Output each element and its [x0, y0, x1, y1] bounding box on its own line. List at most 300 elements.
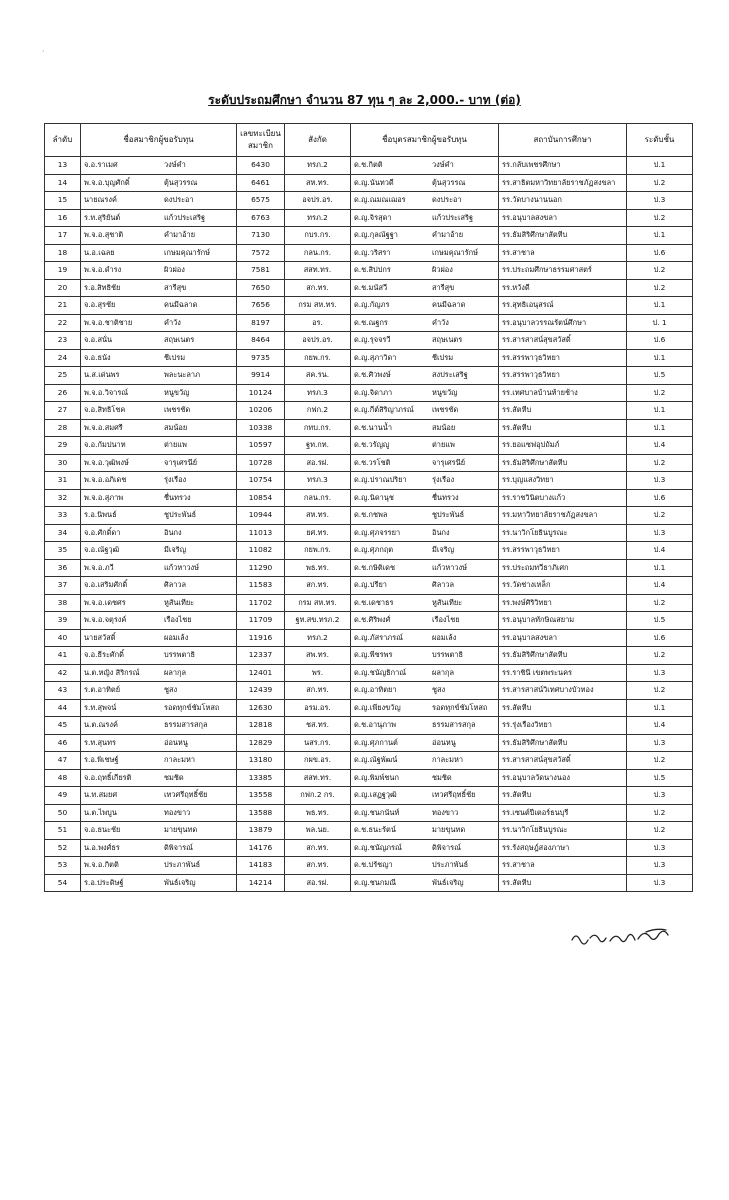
cell-child [351, 664, 499, 682]
member-first-name: น.ท.สมยศ [84, 790, 118, 800]
cell-no: 25 [45, 367, 81, 385]
child-last-name: สฤษเนตร [432, 335, 463, 345]
cell-reg: 10338 [237, 419, 285, 437]
cell-school: รร.กลับเพชรศึกษา [499, 157, 627, 175]
page-title: ระดับประถมศึกษา จำนวน 87 ทุน ๆ ละ 2,000.- บาท (ต่อ) [208, 93, 521, 107]
cell-unit: นสร.กร. [285, 734, 351, 752]
child-first-name: ด.ญ.นิดานุช [354, 492, 394, 502]
cell-reg: 13558 [237, 787, 285, 805]
cell-unit: สสท.ทร. [285, 769, 351, 787]
cell-school: รร.สรรพาวุธวิทยา [499, 367, 627, 385]
child-last-name: ชูประพันธ์ [432, 510, 465, 520]
table-row [45, 367, 693, 385]
cell-child [351, 559, 499, 577]
member-last-name: แก้วหาวงษ์ [164, 562, 200, 572]
cell-level: ป.3 [627, 874, 693, 892]
child-last-name: อินกง [432, 527, 450, 537]
member-last-name: เทวศรีฤทธิ์ชัย [164, 790, 208, 800]
member-last-name: แก้วประเสริฐ [164, 212, 206, 222]
cell-level: ป.4 [627, 717, 693, 735]
cell-member [81, 402, 237, 420]
cell-child [351, 524, 499, 542]
member-first-name: พ.จ.อ.จตุรงค์ [84, 615, 127, 625]
cell-level: ป.3 [627, 664, 693, 682]
table-row [45, 279, 693, 297]
table-row [45, 524, 693, 542]
cell-reg: 9735 [237, 349, 285, 367]
cell-child [351, 402, 499, 420]
cell-child [351, 734, 499, 752]
child-last-name: เทวศรีฤทธิ์ชัย [432, 790, 476, 800]
cell-no: 48 [45, 769, 81, 787]
child-last-name: ทองขาว [432, 807, 459, 817]
cell-unit: ทรภ.2 [285, 629, 351, 647]
cell-school: รร.สัตหีบ [499, 787, 627, 805]
member-first-name: นายณรงค์ [84, 195, 117, 205]
cell-unit: พธ.ทร. [285, 559, 351, 577]
cell-reg: 12401 [237, 664, 285, 682]
cell-unit: สก.ทร. [285, 682, 351, 700]
cell-child [351, 804, 499, 822]
cell-member [81, 524, 237, 542]
cell-school: รร.ประถมทวีธาภิเศก [499, 559, 627, 577]
child-first-name: ด.ช.ธนะรัตน์ [354, 825, 396, 835]
cell-child [351, 717, 499, 735]
cell-unit: พร. [285, 664, 351, 682]
cell-reg: 10728 [237, 454, 285, 472]
cell-school: รร.วัดบางนานนอก [499, 192, 627, 210]
cell-no: 16 [45, 209, 81, 227]
cell-level: ป.1 [627, 699, 693, 717]
cell-school: รร.มหาวิทยาลัยราชภัฏสงขลา [499, 507, 627, 525]
cell-no: 38 [45, 594, 81, 612]
member-last-name: ผอมเล้ง [164, 632, 189, 642]
cell-unit: กบร.กร. [285, 227, 351, 245]
child-last-name: กาละมหา [432, 755, 464, 765]
cell-school: รร.สัตหีบ [499, 699, 627, 717]
cell-reg: 6430 [237, 157, 285, 175]
cell-child [351, 454, 499, 472]
child-first-name: ด.ช.สิปปกร [354, 265, 391, 275]
cell-reg: 6461 [237, 174, 285, 192]
cell-no: 22 [45, 314, 81, 332]
table-row [45, 314, 693, 332]
cell-member [81, 419, 237, 437]
cell-no: 29 [45, 437, 81, 455]
cell-unit: สอ.รฝ. [285, 874, 351, 892]
cell-unit: อรม.อร. [285, 699, 351, 717]
member-last-name: เพชรชัด [164, 405, 191, 415]
child-first-name: ด.ญ.ชนกมณี [354, 877, 397, 887]
cell-school: รร.สัตหีบ [499, 874, 627, 892]
cell-level: ป.5 [627, 367, 693, 385]
cell-reg: 10854 [237, 489, 285, 507]
cell-reg: 7656 [237, 297, 285, 315]
member-first-name: จ.อ.ธนัง [84, 352, 111, 362]
scan-mark: · [42, 47, 45, 56]
cell-school: รร.อนุบาลทักษิณสยาม [499, 612, 627, 630]
cell-school: รร.อนุบาลสงขลา [499, 629, 627, 647]
cell-member [81, 227, 237, 245]
cell-child [351, 174, 499, 192]
cell-unit: ทรภ.3 [285, 384, 351, 402]
child-last-name: รอดทุกข์ชัมโหสถ [432, 702, 488, 712]
cell-reg: 11290 [237, 559, 285, 577]
member-first-name: จ.อ.ณัฐวุฒิ [84, 545, 120, 555]
table-row [45, 769, 693, 787]
cell-no: 49 [45, 787, 81, 805]
cell-no: 13 [45, 157, 81, 175]
cell-member [81, 629, 237, 647]
cell-child [351, 874, 499, 892]
member-last-name: คนมีฉลาด [164, 300, 198, 310]
cell-no: 44 [45, 699, 81, 717]
child-first-name: ด.ญ.จิดาภา [354, 387, 393, 397]
child-first-name: ด.ช.ณฐกร [354, 317, 388, 327]
member-last-name: ผลากุล [164, 667, 187, 677]
cell-unit: พล.นย. [285, 822, 351, 840]
header-reg [237, 124, 285, 157]
child-first-name: ด.ญ.จิรสุดา [354, 212, 392, 222]
child-first-name: ด.ญ.กุลณัฐฐา [354, 230, 398, 240]
cell-child [351, 647, 499, 665]
member-first-name: นายสวัสดิ์ [84, 632, 116, 642]
cell-child [351, 839, 499, 857]
cell-level: ป.3 [627, 524, 693, 542]
cell-unit: ทรภ.2 [285, 157, 351, 175]
cell-unit: กยพ.กร. [285, 542, 351, 560]
child-first-name: ด.ญ.วริสรา [354, 247, 391, 257]
cell-school: รร.เทศบาลบ้านท้ายช้าง [499, 384, 627, 402]
cell-child [351, 612, 499, 630]
cell-no: 24 [45, 349, 81, 367]
member-last-name: กาละมหา [164, 755, 196, 765]
cell-member [81, 367, 237, 385]
cell-school: รร.รุ่งเรืองวิทยา [499, 717, 627, 735]
table-row [45, 402, 693, 420]
table-row [45, 857, 693, 875]
cell-member [81, 157, 237, 175]
child-last-name: หูสันเทียะ [432, 597, 463, 607]
cell-no: 45 [45, 717, 81, 735]
member-last-name: บรรพตาธิ [164, 650, 195, 660]
cell-level: ป.2 [627, 174, 693, 192]
cell-reg: 11082 [237, 542, 285, 560]
cell-school: รร.เซนต์ปีเตอร์ธนบุรี [499, 804, 627, 822]
child-last-name: มายขุนทด [432, 825, 466, 835]
member-last-name: คำมาอ้าย [164, 230, 196, 240]
table-row [45, 419, 693, 437]
table-row [45, 542, 693, 560]
child-first-name: ด.ช.วรัญญู [354, 440, 390, 450]
cell-child [351, 507, 499, 525]
signature-image [568, 924, 688, 950]
cell-unit: สก.ทร. [285, 839, 351, 857]
cell-unit: อจปร.อร. [285, 332, 351, 350]
child-first-name: ด.ญ.นันทวดี [354, 177, 394, 187]
child-last-name: ชีเปรม [432, 352, 454, 362]
cell-reg: 12337 [237, 647, 285, 665]
table-row [45, 262, 693, 280]
table-row [45, 874, 693, 892]
child-first-name: ด.ช.ศิวพงษ์ [354, 370, 391, 380]
child-first-name: ด.ช.กษิติเดช [354, 562, 396, 572]
cell-reg: 8197 [237, 314, 285, 332]
child-last-name: แก้วหาวงษ์ [432, 562, 468, 572]
cell-unit: ฐท.กท. [285, 437, 351, 455]
cell-school: รร.พงษ์ศิริวิทยา [499, 594, 627, 612]
cell-unit: สอ.รฝ. [285, 454, 351, 472]
cell-child [351, 629, 499, 647]
cell-unit: สค.รน. [285, 367, 351, 385]
cell-unit: กรม สห.ทร. [285, 594, 351, 612]
cell-member [81, 717, 237, 735]
member-last-name: หูสันเทียะ [164, 597, 195, 607]
cell-member [81, 559, 237, 577]
cell-member [81, 314, 237, 332]
cell-reg: 7650 [237, 279, 285, 297]
table-row [45, 822, 693, 840]
cell-reg: 11702 [237, 594, 285, 612]
member-first-name: ร.ท.สุพจน์ [84, 702, 117, 712]
child-last-name: ผิวผ่อง [432, 265, 453, 275]
member-first-name: ร.ท.สุนทร [84, 737, 116, 747]
child-last-name: เพชรชัด [432, 405, 459, 415]
child-first-name: ด.ช.วรโชติ [354, 457, 391, 467]
cell-level: ป.2 [627, 279, 693, 297]
cell-reg: 12818 [237, 717, 285, 735]
cell-school: รร.นาวิกโยธินบูรณะ [499, 524, 627, 542]
cell-school: รร.สัตหีบ [499, 402, 627, 420]
cell-no: 30 [45, 454, 81, 472]
member-first-name: จ.อ.ราเมศ [84, 160, 118, 170]
child-last-name: รุ่งเรือง [432, 475, 455, 485]
child-first-name: ด.ช.อานุภาพ [354, 720, 397, 730]
child-first-name: ด.ญ.ศุภกฤต [354, 545, 394, 555]
member-first-name: ร.อ.นิพนธ์ [84, 510, 117, 520]
cell-child [351, 857, 499, 875]
cell-reg: 10597 [237, 437, 285, 455]
table-row [45, 664, 693, 682]
child-last-name: ตุ้นสุวรรณ [432, 177, 466, 187]
member-first-name: น.ต.หญิง สิริกรณ์ [84, 667, 140, 677]
cell-no: 37 [45, 577, 81, 595]
member-last-name: ตุ้นสุวรรณ [164, 177, 198, 187]
cell-level: ป.2 [627, 647, 693, 665]
member-first-name: จ.อ.เสริมศักดิ์ [84, 580, 128, 590]
table-row [45, 577, 693, 595]
cell-school: รร.สุทธิเอนุสรณ์ [499, 297, 627, 315]
scholarship-table [44, 123, 693, 892]
cell-reg: 8464 [237, 332, 285, 350]
cell-unit: สก.ทร. [285, 577, 351, 595]
table-body [45, 157, 693, 892]
member-first-name: น.ต.ณรงค์ [84, 720, 118, 730]
cell-reg: 7130 [237, 227, 285, 245]
cell-child [351, 822, 499, 840]
cell-unit: สก.ทร. [285, 279, 351, 297]
child-last-name: คนมีฉลาด [432, 300, 466, 310]
member-last-name: พละนะลาภ [164, 370, 200, 380]
child-last-name: ธรรมสารสกุล [432, 720, 476, 730]
cell-no: 26 [45, 384, 81, 402]
member-last-name: หนูขวัญ [164, 387, 190, 397]
cell-reg: 11583 [237, 577, 285, 595]
table-row [45, 244, 693, 262]
cell-school: รร.สารสาสน์สุขสวัสดิ์ [499, 332, 627, 350]
member-first-name: พ.จ.อ.เดชศร [84, 597, 126, 607]
member-last-name: ดิพิจารณ์ [164, 842, 193, 852]
cell-child [351, 699, 499, 717]
cell-level: ป.4 [627, 577, 693, 595]
child-first-name: ด.ญ.ณัฐพัฒน์ [354, 755, 398, 765]
member-first-name: พ.จ.อ.ดำรง [84, 265, 122, 275]
table-row [45, 297, 693, 315]
cell-school: รร.สาชาล [499, 857, 627, 875]
cell-level: ป.2 [627, 262, 693, 280]
cell-school: รร.สาชาล [499, 244, 627, 262]
cell-child [351, 332, 499, 350]
cell-reg: 11709 [237, 612, 285, 630]
cell-child [351, 262, 499, 280]
cell-no: 33 [45, 507, 81, 525]
cell-school: รร.บุญแสงวิทยา [499, 472, 627, 490]
cell-child [351, 437, 499, 455]
cell-level: ป.1 [627, 349, 693, 367]
table-row [45, 437, 693, 455]
cell-no: 27 [45, 402, 81, 420]
member-first-name: ร.อ.พิเชษฐ์ [84, 755, 119, 765]
header-school: สถาบันการศึกษา [499, 124, 627, 157]
cell-unit: สก.ทร. [285, 857, 351, 875]
cell-reg: 12829 [237, 734, 285, 752]
cell-level: ป.2 [627, 454, 693, 472]
cell-level: ป.1 [627, 402, 693, 420]
cell-member [81, 279, 237, 297]
member-last-name: อ่อนหนู [164, 737, 188, 747]
cell-reg: 12630 [237, 699, 285, 717]
cell-unit: สพ.ทร. [285, 647, 351, 665]
cell-no: 51 [45, 822, 81, 840]
header-child: ชื่อบุตรสมาชิกผู้ขอรับทุน [351, 124, 499, 157]
table-row [45, 612, 693, 630]
cell-level: ป.1 [627, 297, 693, 315]
cell-level: ป.6 [627, 629, 693, 647]
cell-unit: อร. [285, 314, 351, 332]
member-last-name: ทองขาว [164, 807, 191, 817]
cell-level: ป.5 [627, 612, 693, 630]
cell-child [351, 472, 499, 490]
cell-member [81, 384, 237, 402]
cell-child [351, 279, 499, 297]
cell-member [81, 507, 237, 525]
child-last-name: สมน้อย [432, 422, 456, 432]
table-row [45, 454, 693, 472]
cell-level: ป.3 [627, 787, 693, 805]
cell-school: รร.สัตหีบ [499, 419, 627, 437]
cell-unit: ทรภ.2 [285, 209, 351, 227]
member-last-name: สมน้อย [164, 422, 188, 432]
cell-reg: 13385 [237, 769, 285, 787]
cell-no: 43 [45, 682, 81, 700]
cell-school: รร.ธัมสิริศึกษาสัตหีบ [499, 647, 627, 665]
child-last-name: หนูขวัญ [432, 387, 458, 397]
cell-level: ป.2 [627, 822, 693, 840]
cell-level: ป.3 [627, 472, 693, 490]
member-first-name: ร.ต.อาทิตย์ [84, 685, 121, 695]
child-first-name: ด.ช.ปรัชญา [354, 860, 393, 870]
cell-child [351, 752, 499, 770]
cell-no: 42 [45, 664, 81, 682]
child-first-name: ด.ญ.ปราณปริยา [354, 475, 407, 485]
child-first-name: ด.ญ.เพียงขวัญ [354, 702, 401, 712]
member-last-name: ชูประพันธ์ [164, 510, 197, 520]
cell-school: รร.ธัมสิริศึกษาสัตหีบ [499, 734, 627, 752]
header-reg-line1: เลขทะเบียน [240, 129, 281, 138]
cell-level: ป.1 [627, 559, 693, 577]
member-first-name: ร.อ.สิทธิชัย [84, 282, 121, 292]
cell-school: รร.ธัมสิริศึกษาสัตหีบ [499, 227, 627, 245]
cell-no: 34 [45, 524, 81, 542]
cell-no: 28 [45, 419, 81, 437]
cell-member [81, 209, 237, 227]
cell-member [81, 857, 237, 875]
member-first-name: พ.จ.อ.กิตติ [84, 860, 119, 870]
cell-member [81, 244, 237, 262]
cell-unit: สห.ทร. [285, 507, 351, 525]
table-row [45, 752, 693, 770]
member-first-name: น.ส.เด่นพร [84, 370, 120, 380]
cell-reg: 10124 [237, 384, 285, 402]
member-first-name: พ.จ.อ.สมศรี [84, 422, 123, 432]
cell-member [81, 594, 237, 612]
cell-member [81, 332, 237, 350]
member-first-name: พ.จ.อ.วิจารณ์ [84, 387, 129, 397]
member-last-name: รอดทุกข์ชัมโหสถ [164, 702, 220, 712]
table-row [45, 157, 693, 175]
child-last-name: ดิพิจารณ์ [432, 842, 461, 852]
cell-reg: 13180 [237, 752, 285, 770]
child-first-name: ด.ญ.ชนัญธิกาณ์ [354, 667, 407, 677]
cell-unit: ชส.ทร. [285, 717, 351, 735]
member-last-name: ชูสง [164, 685, 178, 695]
table-row [45, 717, 693, 735]
table-row [45, 192, 693, 210]
child-last-name: ดงประอา [432, 195, 462, 205]
table-row [45, 489, 693, 507]
cell-school: รร.หวังดี [499, 279, 627, 297]
cell-member [81, 192, 237, 210]
table-row [45, 734, 693, 752]
cell-unit: พธ.ทร. [285, 804, 351, 822]
member-last-name: ดงประอา [164, 195, 194, 205]
cell-unit: กฟก.2 กร. [285, 787, 351, 805]
cell-unit: ยศ.ทร. [285, 524, 351, 542]
cell-reg: 14176 [237, 839, 285, 857]
cell-no: 21 [45, 297, 81, 315]
cell-level: ป.3 [627, 857, 693, 875]
cell-child [351, 209, 499, 227]
cell-level: ป.4 [627, 542, 693, 560]
cell-member [81, 297, 237, 315]
child-last-name: มีเจริญ [432, 545, 454, 555]
cell-level: ป.3 [627, 734, 693, 752]
cell-school: รร.นาวิกโยธินบูรณะ [499, 822, 627, 840]
table-row [45, 804, 693, 822]
cell-unit: กผข.อร. [285, 752, 351, 770]
cell-school: รร.วัดช่างเหล็ก [499, 577, 627, 595]
table-row [45, 384, 693, 402]
